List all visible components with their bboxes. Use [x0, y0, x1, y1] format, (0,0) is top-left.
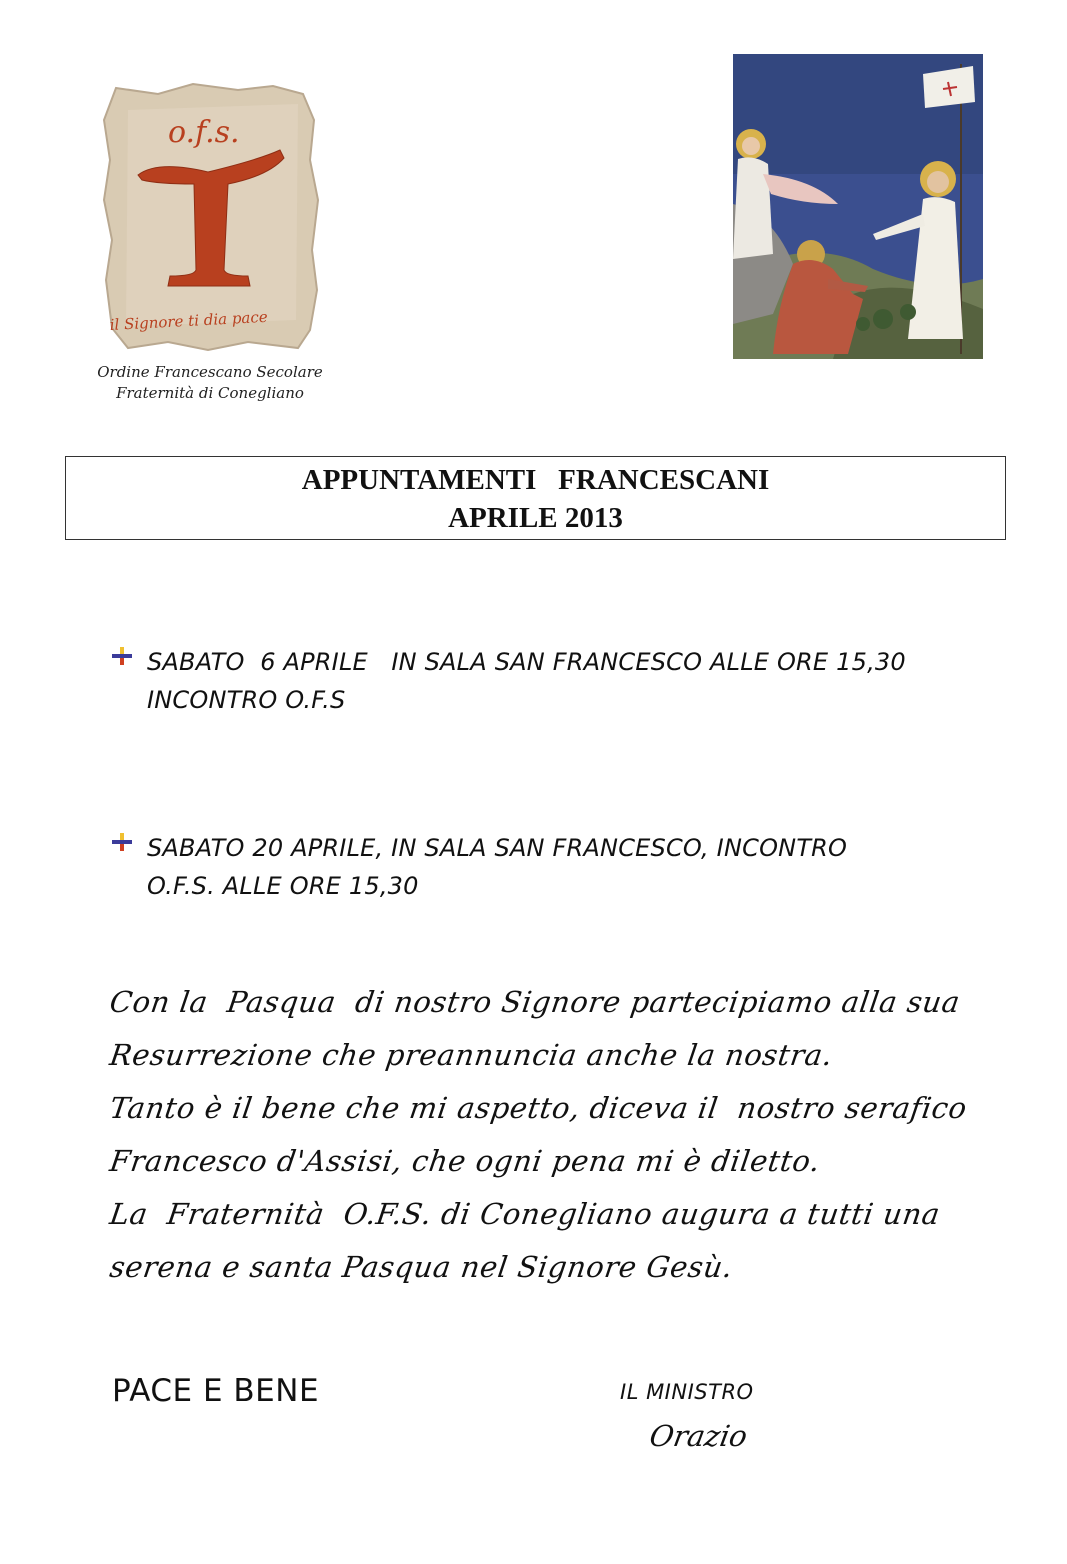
event-line-1: SABATO 6 APRILE IN SALA SAN FRANCESCO ALLE ORE 15,30 — [147, 648, 906, 676]
message-line: La Fraternità O.F.S. di Conegliano augura a tutti una — [107, 1197, 943, 1231]
ofs-logo — [98, 80, 324, 354]
event-line-1: SABATO 20 APRILE, IN SALA SAN FRANCESCO, INCONTRO — [147, 834, 848, 862]
message-line: Resurrezione che preannuncia anche la nostra. — [107, 1038, 835, 1072]
organization-caption — [50, 362, 370, 404]
title-box — [65, 456, 1006, 540]
message-line: Con la Pasqua di nostro Signore partecipiamo alla sua — [107, 985, 963, 1019]
plus-bullet-icon — [110, 645, 136, 667]
message-line: Tanto è il bene che mi aspetto, diceva il nostro serafico — [107, 1091, 970, 1125]
minister-signature: Orazio — [647, 1419, 750, 1453]
event-item — [110, 643, 1010, 719]
message-line: Francesco d'Assisi, che ogni pena mi è diletto. — [107, 1144, 823, 1178]
message-line: serena e santa Pasqua nel Signore Gesù. — [107, 1250, 736, 1284]
caption-line-2: Fraternità di Conegliano — [116, 384, 304, 402]
plus-bullet-icon — [110, 831, 136, 853]
title-line-1: APPUNTAMENTI FRANCESCANI — [301, 464, 770, 496]
event-line-2: INCONTRO O.F.S — [147, 686, 346, 714]
caption-line-1: Ordine Francescano Secolare — [97, 363, 323, 381]
event-item — [110, 829, 1010, 905]
closing-greeting: PACE E BENE — [112, 1373, 320, 1409]
minister-role: IL MINISTRO — [620, 1380, 754, 1404]
event-line-2: O.F.S. ALLE ORE 15,30 — [147, 872, 419, 900]
logo-motto: il Signore ti dia pace — [109, 307, 269, 334]
easter-message — [107, 976, 1010, 1294]
resurrection-painting — [733, 54, 983, 359]
title-line-2: APRILE 2013 — [448, 502, 623, 534]
ofs-mark-text: o.f.s. — [168, 115, 240, 150]
